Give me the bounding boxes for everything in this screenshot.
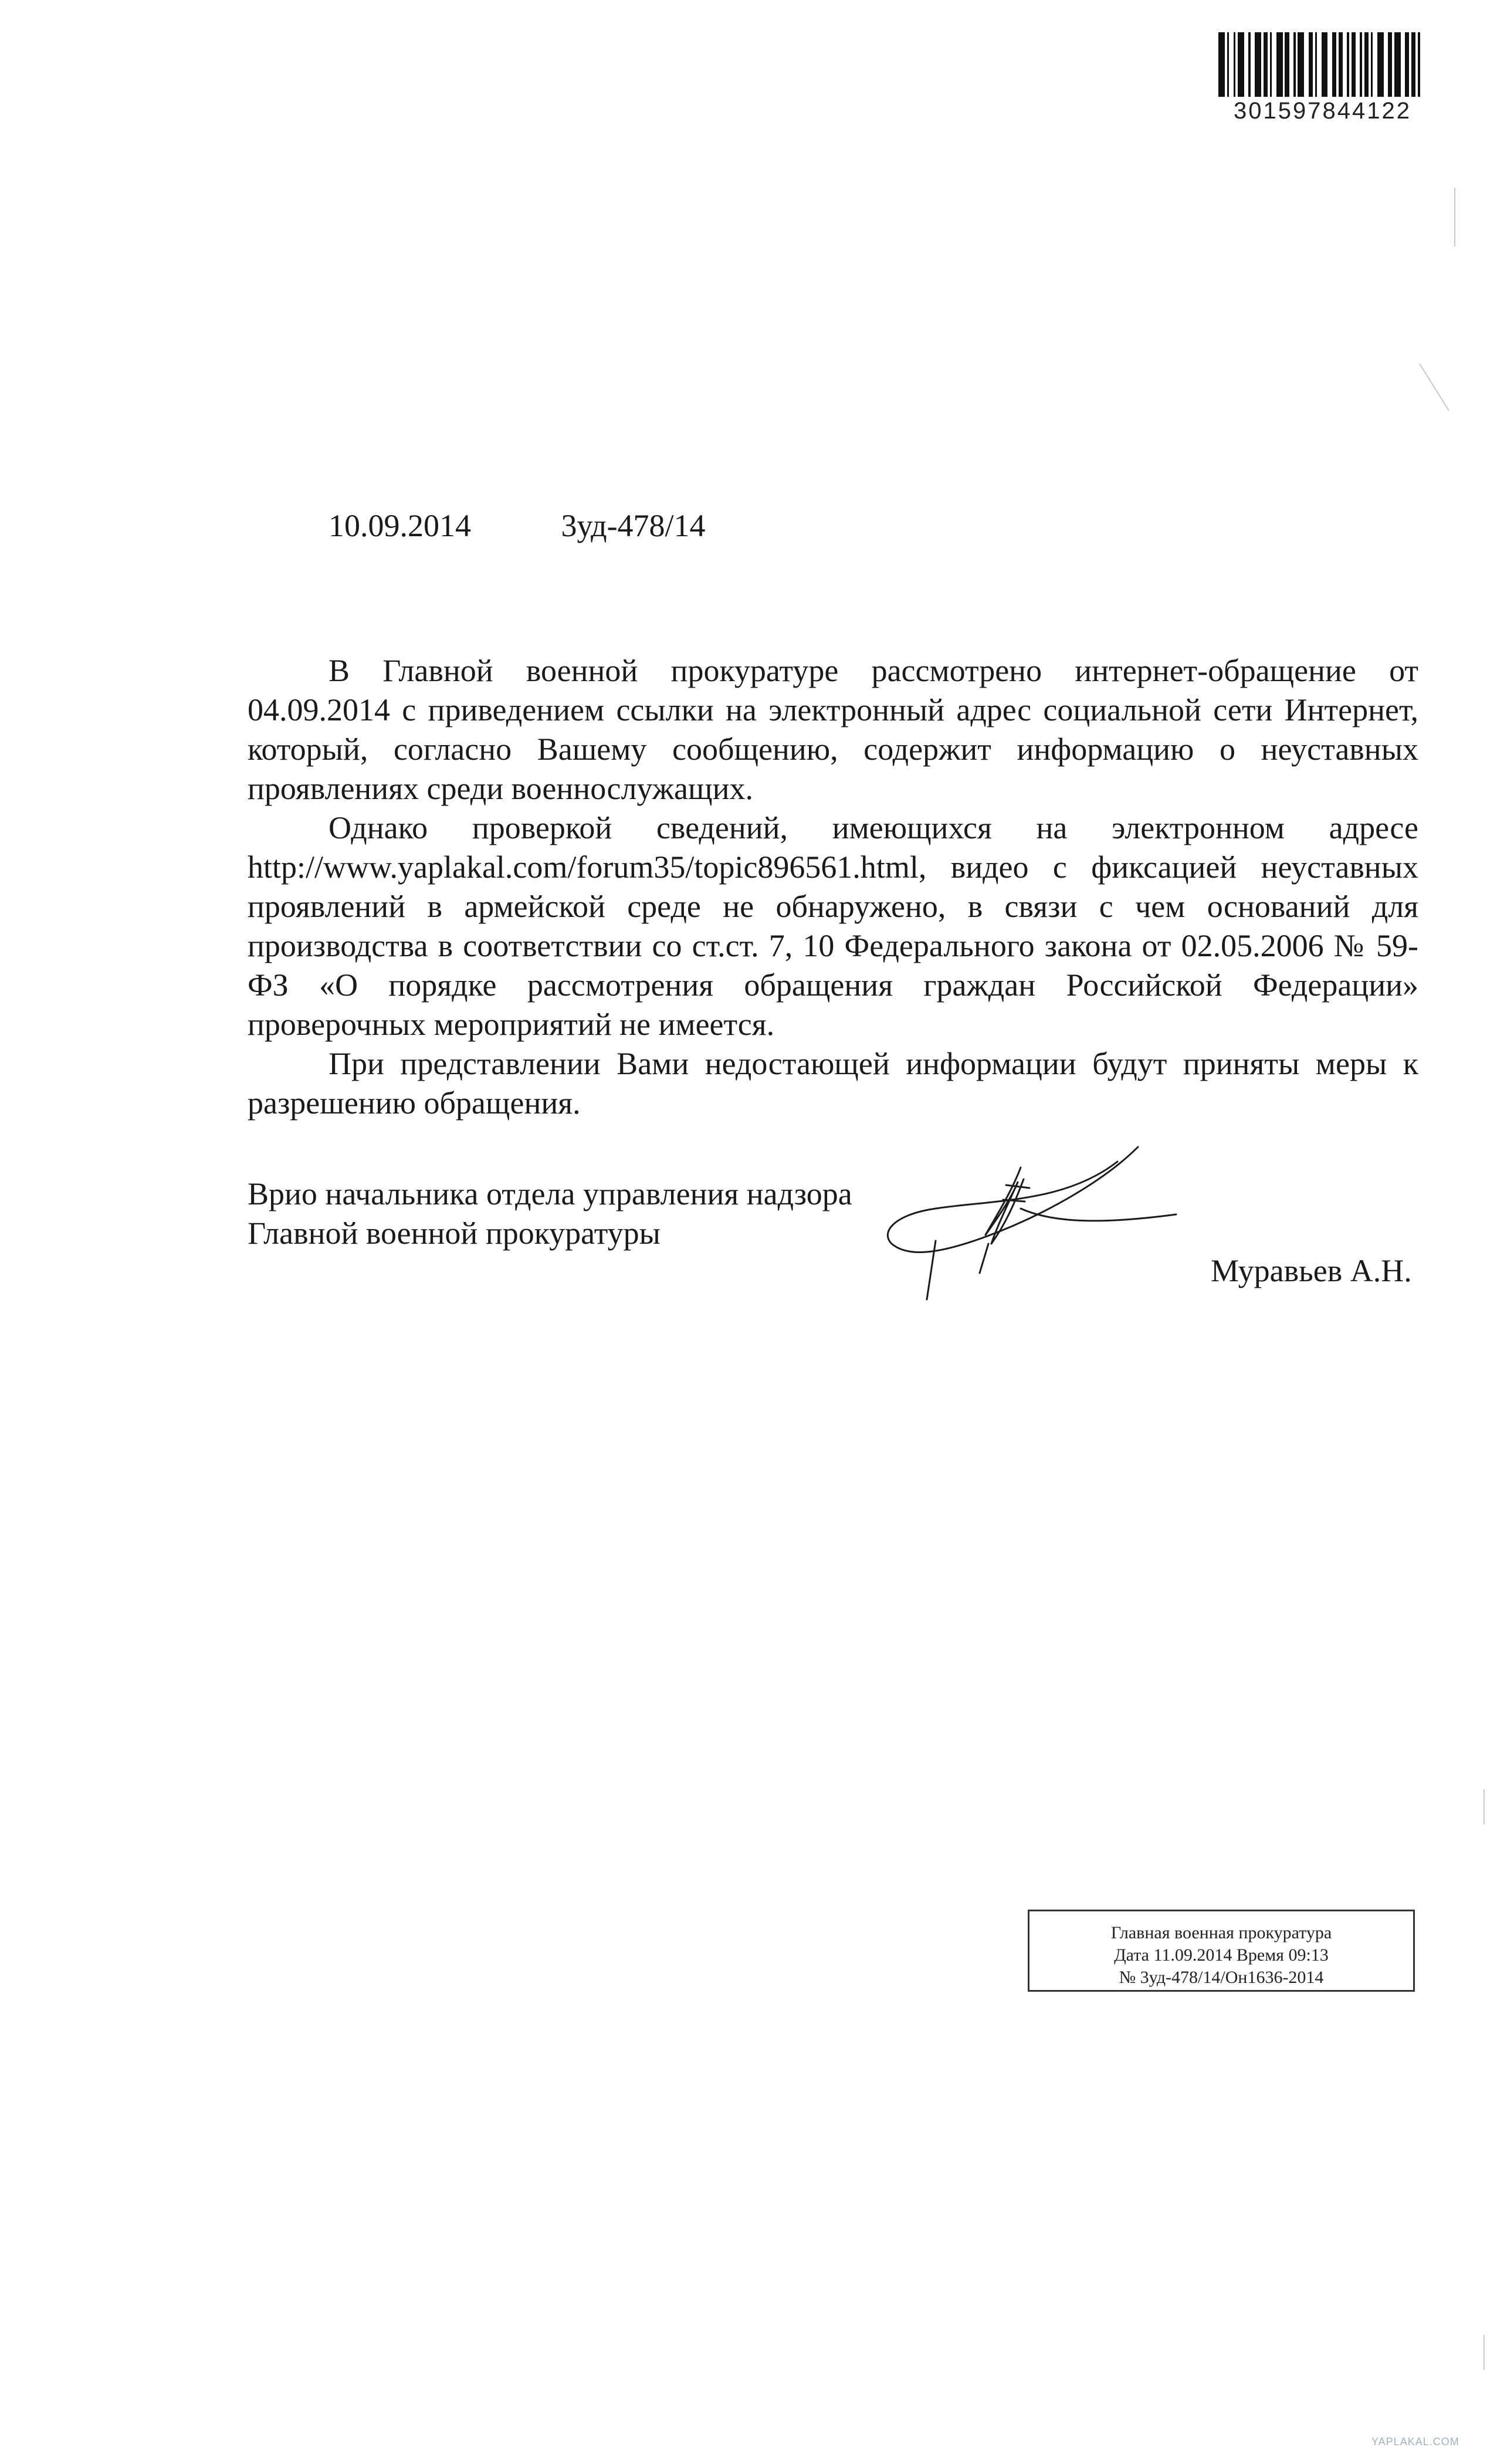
barcode-bar bbox=[1332, 32, 1336, 97]
body-paragraph-2: Однако проверкой сведений, имеющихся на электронном адресе http://www.yaplakal.com/forum35/topic896561.html, видео с фиксацией неуставных проявлений в армейской среде не обнаружено, в связи с чем оснований для производства в соответствии со ст.ст. 7, 10 Федерального закона от 02.05.2006 № 59-ФЗ «О порядке рассмотрения обращения граждан Российской Федерации» проверочных мероприятий не имеется. bbox=[248, 810, 1418, 1042]
letter-reference-number: 3уд-478/14 bbox=[561, 508, 706, 543]
barcode-bar bbox=[1218, 32, 1225, 97]
stamp-organization: Главная военная прокуратура bbox=[1110, 1923, 1332, 1942]
barcode-space bbox=[1384, 32, 1388, 97]
letter-body bbox=[248, 651, 1418, 1123]
barcode-bar bbox=[1394, 32, 1401, 97]
barcode-space bbox=[1289, 32, 1293, 97]
barcode-space bbox=[1251, 32, 1255, 97]
barcode-bar bbox=[1276, 32, 1283, 97]
barcode-bar bbox=[1352, 32, 1356, 97]
barcode-bar bbox=[1377, 32, 1384, 97]
barcode-bar bbox=[1388, 32, 1392, 97]
watermark: YAPLAKAL.COM bbox=[1371, 2436, 1459, 2448]
barcode bbox=[1218, 32, 1427, 123]
signatory-name: Муравьев А.Н. bbox=[1211, 1253, 1412, 1288]
barcode-bar bbox=[1364, 32, 1369, 97]
barcode-space bbox=[1343, 32, 1347, 97]
registration-stamp bbox=[1028, 1910, 1415, 1992]
stamp-datetime: Дата 11.09.2014 Время 09:13 bbox=[1114, 1945, 1329, 1965]
barcode-space bbox=[1272, 32, 1276, 97]
barcode-space bbox=[1317, 32, 1321, 97]
barcode-space bbox=[1356, 32, 1360, 97]
barcode-bar bbox=[1285, 32, 1289, 97]
barcode-bar bbox=[1339, 32, 1343, 97]
barcode-space bbox=[1401, 32, 1405, 97]
barcode-bar bbox=[1309, 32, 1313, 97]
handwritten-signature bbox=[871, 1126, 1188, 1349]
body-paragraph-3: При представлении Вами недостающей информации будут приняты меры к разрешению обращения. bbox=[248, 1046, 1418, 1121]
barcode-bar bbox=[1264, 32, 1268, 97]
barcode-bar bbox=[1411, 32, 1415, 97]
barcode-bar bbox=[1255, 32, 1261, 97]
barcode-bar bbox=[1405, 32, 1409, 97]
barcode-bar bbox=[1298, 32, 1304, 97]
stamp-registration-number: № 3уд-478/14/Он1636-2014 bbox=[1119, 1968, 1324, 1987]
barcode-space bbox=[1373, 32, 1377, 97]
signatory-position-line-2: Главной военной прокуратуры bbox=[248, 1216, 661, 1251]
barcode-space bbox=[1244, 32, 1248, 97]
barcode-space bbox=[1304, 32, 1308, 97]
letter-reference-line bbox=[328, 507, 706, 544]
barcode-space bbox=[1327, 32, 1332, 97]
signatory-position-line-1: Врио начальника отдела управления надзора bbox=[248, 1176, 852, 1211]
letter-date: 10.09.2014 bbox=[328, 508, 471, 543]
barcode-bar bbox=[1238, 32, 1244, 97]
barcode-bars bbox=[1218, 32, 1427, 97]
barcode-bar bbox=[1322, 32, 1328, 97]
barcode-space bbox=[1420, 32, 1427, 97]
barcode-number: 301597844122 bbox=[1234, 98, 1411, 124]
barcode-space bbox=[1229, 32, 1233, 97]
body-paragraph-1: В Главной военной прокуратуре рассмотрено интернет-обращение от 04.09.2014 с приведением ссылки на электронный адрес социальной сети Интернет, который, согласно Вашему сообщению, содержит информацию о неуставных проявлениях среди военнослужащих. bbox=[248, 653, 1418, 806]
signatory-position bbox=[248, 1175, 852, 1253]
